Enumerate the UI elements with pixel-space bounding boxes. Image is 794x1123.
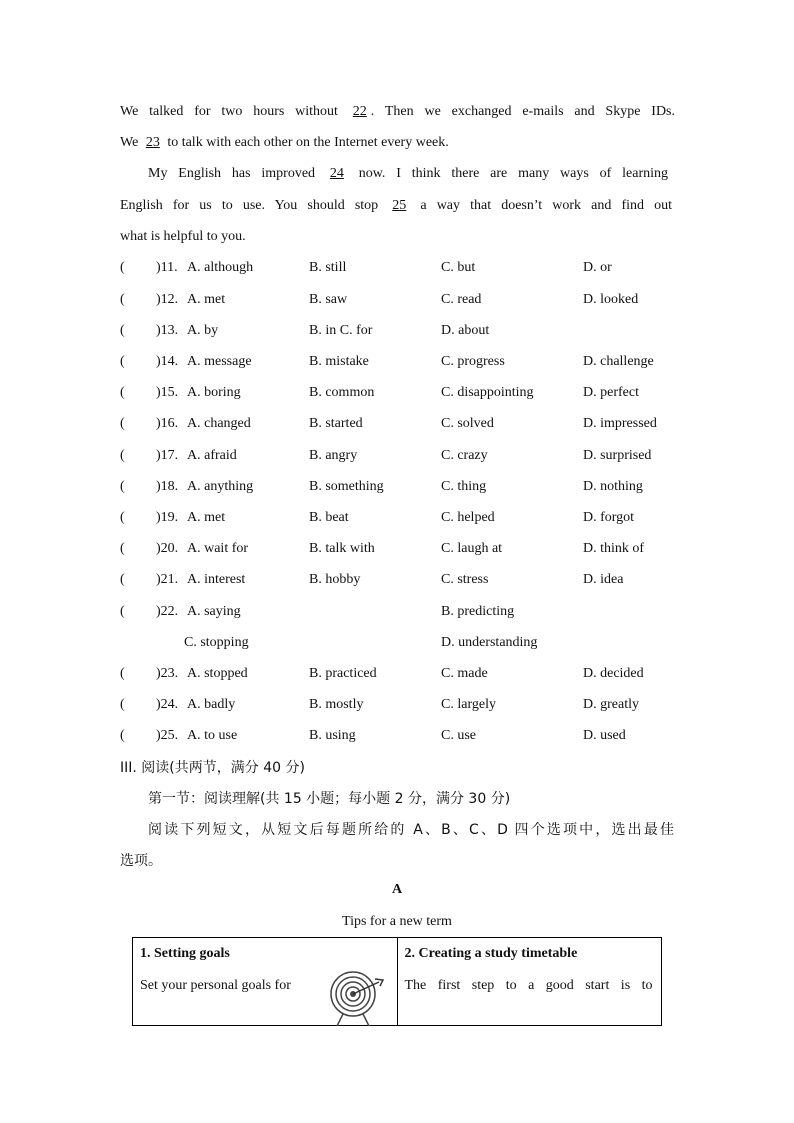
option-d: D. challenge <box>583 354 654 369</box>
option-d: D. perfect <box>583 385 639 400</box>
question-number: )14. <box>156 354 179 369</box>
blank-22: 22 <box>352 104 367 119</box>
option-a: A. wait for <box>187 541 249 556</box>
option-b: B. still <box>309 260 347 275</box>
option-b: B. hobby <box>309 572 361 587</box>
option-d: D. looked <box>583 292 639 307</box>
question-number: )21. <box>156 572 179 587</box>
option-b: B. something <box>309 479 384 494</box>
option-a: A. saying <box>187 604 241 619</box>
tip-heading: 2. Creating a study timetable <box>404 946 578 961</box>
option-b: B. beat <box>309 510 349 525</box>
option-d: D. nothing <box>583 479 643 494</box>
answer-paren: ( <box>120 728 125 743</box>
option-d: D. or <box>583 260 612 275</box>
option-a: A. afraid <box>187 448 237 463</box>
question-23 <box>120 664 680 684</box>
question-number: )19. <box>156 510 179 525</box>
question-19 <box>120 508 680 528</box>
answer-paren: ( <box>120 416 125 431</box>
question-number: )22. <box>156 604 179 619</box>
passage-letter: A <box>391 882 403 897</box>
option-a: A. changed <box>187 416 251 431</box>
option-b: B. started <box>309 416 363 431</box>
answer-paren: ( <box>120 604 125 619</box>
option-c: C. largely <box>441 697 496 712</box>
answer-paren: ( <box>120 541 125 556</box>
option-d: D. decided <box>583 666 644 681</box>
tip-body: Set your personal goals for <box>140 978 291 993</box>
option-c: C. progress <box>441 354 505 369</box>
option-a: A. badly <box>187 697 236 712</box>
question-14 <box>120 352 680 372</box>
question-number: )16. <box>156 416 179 431</box>
option-a: A. although <box>187 260 254 275</box>
answer-paren: ( <box>120 385 125 400</box>
option-a: A. stopped <box>187 666 248 681</box>
question-20 <box>120 539 680 559</box>
question-21 <box>120 570 680 590</box>
option-c: C. laugh at <box>441 541 503 556</box>
passage-line-2 <box>120 133 675 153</box>
target-icon <box>323 966 387 1026</box>
passage-text: now. I think there are many ways of learning <box>347 166 669 181</box>
question-24 <box>120 695 680 715</box>
answer-paren: ( <box>120 323 125 338</box>
tip-heading: 1. Setting goals <box>140 946 230 961</box>
question-number: )25. <box>156 728 179 743</box>
question-number: )12. <box>156 292 179 307</box>
tips-table <box>132 937 662 1026</box>
question-11 <box>120 258 680 278</box>
answer-paren: ( <box>120 572 125 587</box>
tip-cell-timetable <box>397 938 662 1026</box>
question-number: )11. <box>156 260 178 275</box>
answer-paren: ( <box>120 510 125 525</box>
section-heading: III. 阅读(共两节，满分 40 分) <box>120 760 305 776</box>
option-d: D. idea <box>583 572 624 587</box>
option-d: D. impressed <box>583 416 657 431</box>
passage-line-3 <box>148 164 668 184</box>
option-b: B. mostly <box>309 697 364 712</box>
passage-text: to talk with each other on the Internet every week. <box>163 135 449 150</box>
option-d: D. used <box>583 728 626 743</box>
option-d: D. understanding <box>441 635 538 650</box>
option-b: B. practiced <box>309 666 377 681</box>
option-c: C. use <box>441 728 476 743</box>
option-c: C. stress <box>441 572 489 587</box>
option-a: A. by <box>187 323 219 338</box>
option-d: D. about <box>441 323 490 338</box>
option-c: C. crazy <box>441 448 488 463</box>
passage-line-4 <box>120 196 672 216</box>
tip-cell-goals <box>133 938 398 1026</box>
option-a: A. anything <box>187 479 254 494</box>
option-a: A. met <box>187 510 226 525</box>
option-c: C. stopping <box>184 635 249 650</box>
blank-23: 23 <box>145 135 160 150</box>
option-b: B. using <box>309 728 356 743</box>
option-a: A. met <box>187 292 226 307</box>
option-a: A. message <box>187 354 252 369</box>
passage-line-1 <box>120 102 675 122</box>
answer-paren: ( <box>120 666 125 681</box>
option-d: D. surprised <box>583 448 652 463</box>
option-d: D. think of <box>583 541 645 556</box>
option-c: C. helped <box>441 510 495 525</box>
passage-text: a way that doesn’t work and find out <box>410 198 673 213</box>
option-b: B. saw <box>309 292 348 307</box>
instruction-line-1: 阅读下列短文，从短文后每题所给的 A、B、C、D 四个选项中，选出最佳 <box>148 822 674 838</box>
question-number: )17. <box>156 448 179 463</box>
option-b: B. common <box>309 385 375 400</box>
tip-body: The first step to a good start is to <box>404 978 653 993</box>
blank-25: 25 <box>392 198 407 213</box>
question-25 <box>120 726 680 746</box>
option-c: C. but <box>441 260 476 275</box>
question-number: )13. <box>156 323 179 338</box>
option-d: D. greatly <box>583 697 639 712</box>
option-b: B. mistake <box>309 354 369 369</box>
question-number: )24. <box>156 697 179 712</box>
question-13 <box>120 321 680 341</box>
passage-text: My English has improved <box>148 166 326 181</box>
option-b-c: B. in C. for <box>309 323 373 338</box>
passage-text: We <box>120 135 142 150</box>
answer-paren: ( <box>120 697 125 712</box>
option-c: C. solved <box>441 416 494 431</box>
question-number: )15. <box>156 385 179 400</box>
question-22-row-2 <box>120 633 680 653</box>
answer-paren: ( <box>120 354 125 369</box>
passage-text: English for us to use. You should stop <box>120 198 389 213</box>
instruction-line-2: 选项。 <box>120 853 162 869</box>
question-15 <box>120 383 680 403</box>
option-b: B. talk with <box>309 541 375 556</box>
blank-24: 24 <box>329 166 344 181</box>
passage-text: . Then we exchanged e-mails and Skype IDs. <box>370 104 675 119</box>
option-c: C. thing <box>441 479 487 494</box>
section-subheading: 第一节：阅读理解(共 15 小题；每小题 2 分，满分 30 分) <box>148 791 511 807</box>
option-b: B. predicting <box>441 604 515 619</box>
question-number: )20. <box>156 541 179 556</box>
option-c: C. disappointing <box>441 385 534 400</box>
option-b: B. angry <box>309 448 358 463</box>
question-number: )18. <box>156 479 179 494</box>
passage-title: Tips for a new term <box>342 914 452 929</box>
answer-paren: ( <box>120 448 125 463</box>
question-18 <box>120 477 680 497</box>
question-number: )23. <box>156 666 179 681</box>
question-16 <box>120 414 680 434</box>
answer-paren: ( <box>120 479 125 494</box>
option-a: A. to use <box>187 728 238 743</box>
option-a: A. boring <box>187 385 241 400</box>
passage-line-5: what is helpful to you. <box>120 229 246 244</box>
question-17 <box>120 446 680 466</box>
option-c: C. made <box>441 666 488 681</box>
question-12 <box>120 290 680 310</box>
passage-text: We talked for two hours without <box>120 104 349 119</box>
option-d: D. forgot <box>583 510 635 525</box>
answer-paren: ( <box>120 292 125 307</box>
option-a: A. interest <box>187 572 246 587</box>
answer-paren: ( <box>120 260 125 275</box>
question-22 <box>120 602 680 622</box>
option-c: C. read <box>441 292 482 307</box>
